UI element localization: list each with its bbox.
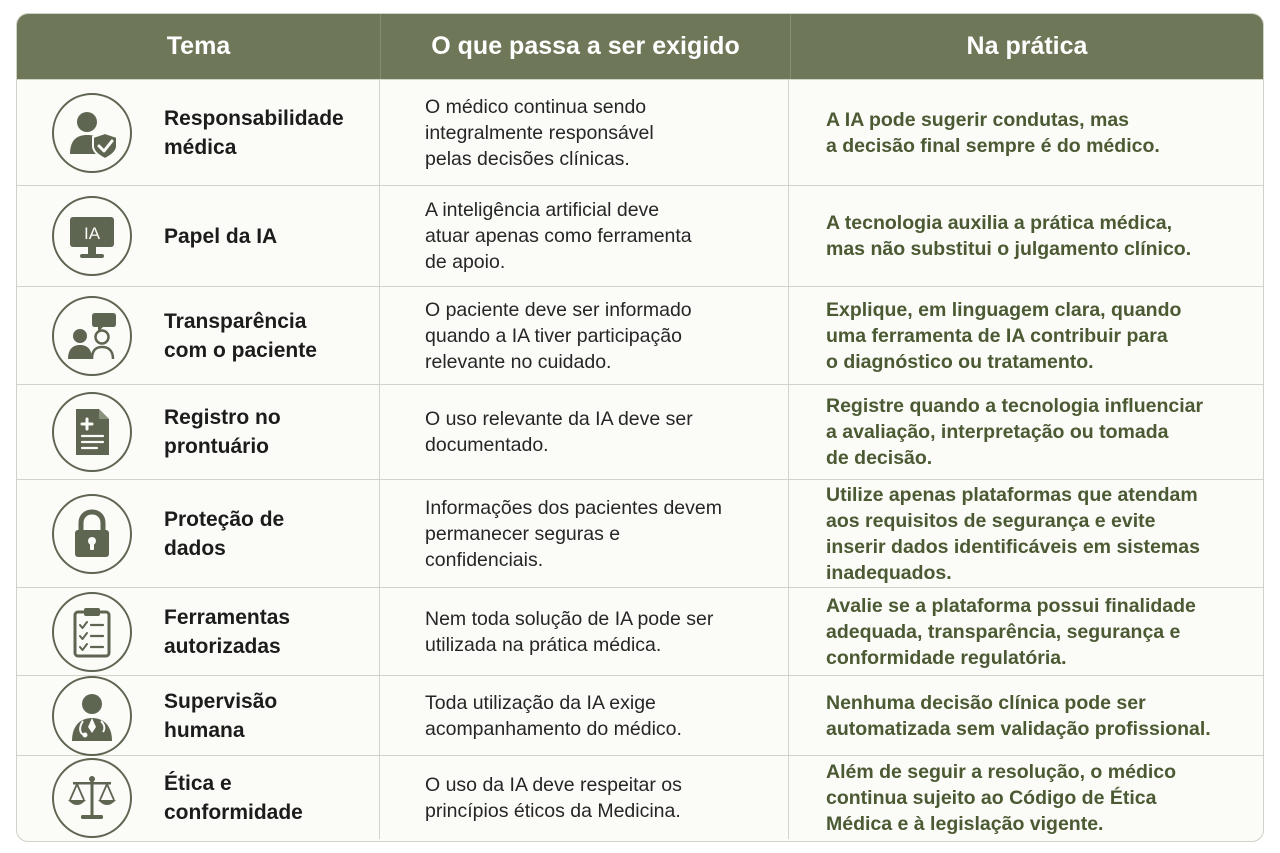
pratica-cell: A tecnologia auxilia a prática médica, mas não substitui o julgamento clínico. (826, 212, 1192, 260)
pratica-cell: A IA pode sugerir condutas, mas a decisão final sempre é do médico. (826, 108, 1160, 157)
doctor-shield-icon (52, 93, 132, 173)
table-header (17, 14, 1263, 79)
medical-record-icon (52, 392, 132, 472)
pratica-cell: Registre quando a tecnologia influenciar a avaliação, interpretação ou tomada de decisão. (826, 395, 1204, 469)
table-row (17, 479, 1263, 587)
tema-label: Responsabilidade médica (164, 106, 344, 159)
requirements-table (16, 13, 1264, 842)
header-pratica: Na prática (966, 32, 1088, 60)
table-row (17, 286, 1263, 384)
table-row (17, 755, 1263, 839)
exigido-cell: O médico continua sendo integralmente responsável pelas decisões clínicas. (380, 80, 789, 185)
table-row (17, 79, 1263, 185)
pratica-cell: Nenhuma decisão clínica pode ser automatizada sem validação profissional. (826, 691, 1211, 740)
pratica-cell: Utilize apenas plataformas que atendam aos requisitos de segurança e evite inserir dados identificáveis em sistemas inadequados. (826, 483, 1200, 584)
tema-cell (17, 756, 380, 839)
ia-icon-text: IA (83, 224, 101, 243)
tema-cell (17, 186, 380, 286)
tema-label: Ferramentas autorizadas (164, 605, 291, 658)
tema-cell (17, 80, 380, 185)
scales-icon (52, 758, 132, 838)
exigido-cell: O uso relevante da IA deve ser documentado. (380, 385, 789, 479)
padlock-icon (52, 494, 132, 574)
tema-cell (17, 480, 380, 587)
people-chat-icon (52, 296, 132, 376)
exigido-cell: O paciente deve ser informado quando a IA tiver participação relevante no cuidado. (380, 287, 789, 384)
table-row (17, 587, 1263, 675)
pratica-cell: Explique, em linguagem clara, quando uma ferramenta de IA contribuir para o diagnóstico ou tratamento. (826, 298, 1182, 373)
table-row (17, 675, 1263, 755)
tema-cell (17, 676, 380, 755)
tema-label: Ética e conformidade (164, 771, 303, 824)
exigido-cell: A inteligência artificial deve atuar apenas como ferramenta de apoio. (380, 186, 789, 286)
doctor-stethoscope-icon (52, 676, 132, 756)
checklist-clipboard-icon (52, 592, 132, 672)
pratica-cell: Além de seguir a resolução, o médico continua sujeito ao Código de Ética Médica e à legislação vigente. (826, 760, 1177, 835)
tema-cell (17, 588, 380, 675)
exigido-cell: Informações dos pacientes devem permanecer seguras e confidenciais. (380, 480, 789, 587)
ia-monitor-icon (52, 196, 132, 276)
header-tema: Tema (17, 14, 381, 79)
tema-label: Supervisão humana (164, 689, 278, 742)
exigido-cell: Nem toda solução de IA pode ser utilizada na prática médica. (380, 588, 789, 675)
tema-label: Registro no prontuário (164, 406, 281, 458)
tema-label: Papel da IA (164, 224, 278, 248)
tema-cell (17, 385, 380, 479)
table-row (17, 384, 1263, 479)
tema-label: Proteção de dados (164, 507, 285, 560)
header-exigido: O que passa a ser exigido (381, 14, 791, 79)
pratica-cell: Avalie se a plataforma possui finalidade adequada, transparência, segurança e conformidade regulatória. (826, 594, 1196, 669)
table-row (17, 185, 1263, 286)
exigido-cell: O uso da IA deve respeitar os princípios éticos da Medicina. (380, 756, 789, 839)
tema-cell (17, 287, 380, 384)
exigido-cell: Toda utilização da IA exige acompanhamento do médico. (380, 676, 789, 755)
tema-label: Transparência com o paciente (164, 309, 317, 362)
